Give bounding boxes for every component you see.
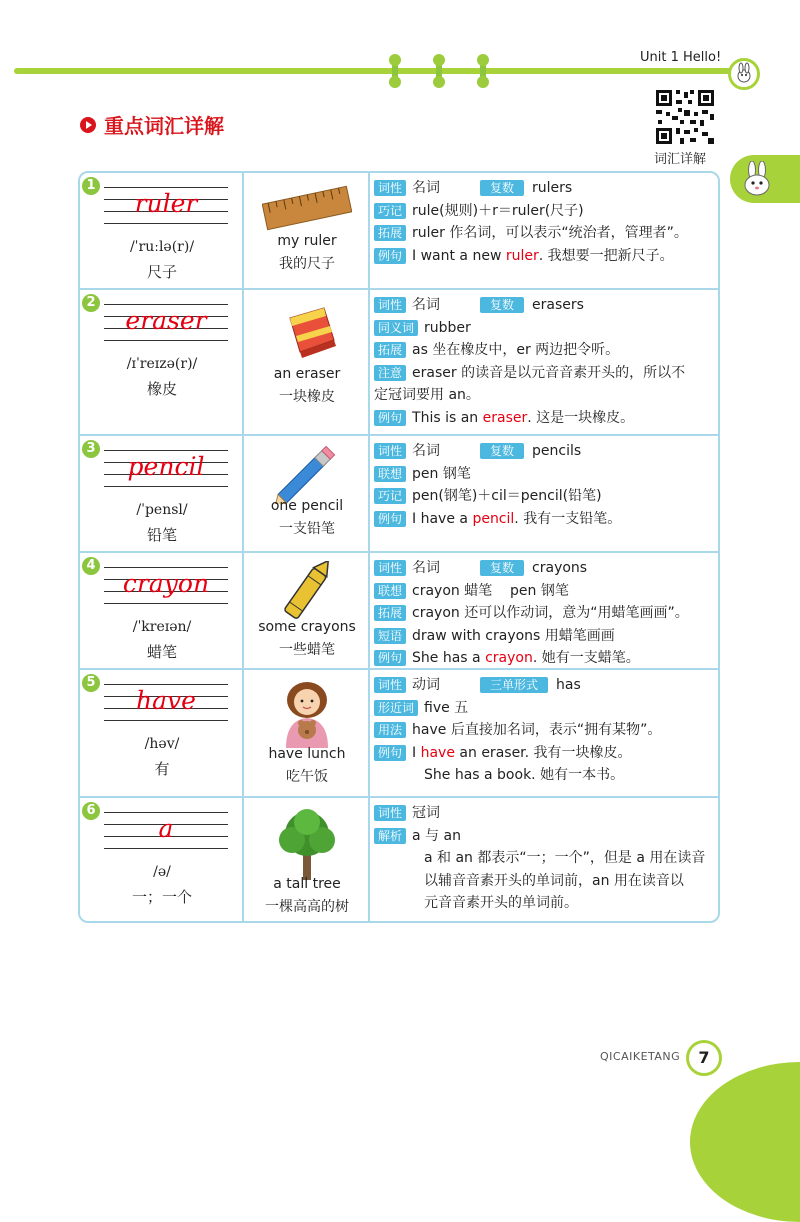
eraser-icon xyxy=(262,298,352,368)
detail-text: crayon 蜡笔 pen 钢笔 xyxy=(412,582,569,599)
example-highlight: have xyxy=(420,744,455,761)
detail-text: 以辅音音素开头的单词前，an 用在读音以 xyxy=(424,872,684,889)
phonetic: /ə/ xyxy=(153,864,171,880)
example-text: I have a xyxy=(412,510,473,527)
header-bar xyxy=(14,68,734,74)
caption-en: one pencil xyxy=(270,498,344,514)
detail-text: 名词 xyxy=(412,560,441,576)
detail-tag: 形近词 xyxy=(374,700,418,716)
bunny-icon xyxy=(740,161,774,197)
phonetic: /ɪˈreɪzə(r)/ xyxy=(126,356,198,372)
example-line xyxy=(374,407,718,430)
word-cell xyxy=(80,670,244,796)
caption-zh: 吃午饭 xyxy=(286,769,328,785)
detail-tag: 复数 xyxy=(480,443,524,459)
detail-text: 名词 xyxy=(412,297,441,313)
detail-tag: 用法 xyxy=(374,722,406,738)
vocab-word: pencil xyxy=(127,452,205,481)
detail-text: crayons xyxy=(532,560,588,576)
detail-cell xyxy=(370,553,718,668)
caption-zh: 一棵高高的树 xyxy=(265,899,349,915)
example-line xyxy=(374,245,718,268)
detail-line xyxy=(374,339,718,362)
caption-en: have lunch xyxy=(268,746,346,762)
binder-peg xyxy=(480,58,486,84)
detail-tag: 例句 xyxy=(374,650,406,666)
pencil-icon xyxy=(262,444,352,504)
caption-zh: 我的尺子 xyxy=(279,256,335,272)
detail-line xyxy=(374,697,718,720)
section-title xyxy=(80,110,224,139)
vocab-row xyxy=(80,173,718,290)
detail-cell xyxy=(370,670,718,796)
picture-cell xyxy=(244,670,370,796)
example-text: . 她有一支蜡笔。 xyxy=(532,650,640,666)
detail-tag: 巧记 xyxy=(374,203,406,219)
row-number: 6 xyxy=(82,802,100,820)
example-text: . 这是一块橡皮。 xyxy=(527,409,635,426)
detail-tag: 拓展 xyxy=(374,225,406,241)
detail-tag: 解析 xyxy=(374,828,406,844)
detail-line xyxy=(374,602,718,625)
example-highlight: crayon xyxy=(485,650,533,666)
detail-text: 名词 xyxy=(412,443,441,459)
detail-tag: 词性 xyxy=(374,805,406,821)
vocab-row xyxy=(80,436,718,553)
detail-line xyxy=(374,892,718,915)
vocab-word: ruler xyxy=(134,189,198,218)
detail-line xyxy=(374,625,718,648)
detail-tag: 词性 xyxy=(374,560,406,576)
detail-tag: 例句 xyxy=(374,410,406,426)
detail-line xyxy=(374,802,718,825)
meaning: 尺子 xyxy=(146,263,177,281)
detail-cell xyxy=(370,173,718,288)
detail-text: pen 钢笔 xyxy=(412,465,471,482)
example-highlight: ruler xyxy=(505,247,539,264)
vocab-row xyxy=(80,670,718,798)
caption-en: my ruler xyxy=(277,233,337,249)
vocab-word: eraser xyxy=(125,306,207,335)
detail-text: 动词 xyxy=(412,677,441,693)
vocab-word: a xyxy=(158,814,174,843)
detail-text: eraser 的读音是以元音音素开头的，所以不 xyxy=(412,364,686,381)
girl-with-teddy-icon xyxy=(262,678,352,748)
vocab-word: have xyxy=(136,686,196,715)
picture-cell xyxy=(244,290,370,434)
phonetic: /həv/ xyxy=(144,736,180,752)
detail-tag: 词性 xyxy=(374,180,406,196)
detail-tag: 同义词 xyxy=(374,320,418,336)
detail-line xyxy=(374,870,718,893)
row-number: 2 xyxy=(82,294,100,312)
detail-line xyxy=(374,557,718,580)
detail-line xyxy=(374,200,718,223)
detail-tag: 巧记 xyxy=(374,488,406,504)
meaning: 铅笔 xyxy=(146,526,177,544)
example-highlight: eraser xyxy=(482,409,528,426)
vocab-row xyxy=(80,798,718,923)
detail-text: crayon 还可以作动词，意为“用蜡笔画画”。 xyxy=(412,605,689,621)
detail-tag: 例句 xyxy=(374,248,406,264)
example-text: She has a xyxy=(412,650,486,666)
detail-text: draw with crayons 用蜡笔画画 xyxy=(412,627,615,644)
bunny-badge-icon xyxy=(728,58,760,90)
section-title-text: 重点词汇详解 xyxy=(104,114,224,138)
detail-tag: 词性 xyxy=(374,443,406,459)
detail-text: 定冠词要用 an。 xyxy=(374,387,480,403)
detail-text: pencils xyxy=(532,443,582,459)
tree-icon xyxy=(262,806,352,882)
example-line xyxy=(374,647,718,670)
phonetic: /ˈpensl/ xyxy=(136,502,188,518)
word-cell xyxy=(80,436,244,551)
picture-cell xyxy=(244,436,370,551)
detail-tag: 复数 xyxy=(480,297,524,313)
detail-text: rubber xyxy=(424,319,471,336)
caption-zh: 一些蜡笔 xyxy=(279,642,335,658)
detail-line xyxy=(374,580,718,603)
detail-cell xyxy=(370,798,718,923)
example-highlight: pencil xyxy=(472,510,515,527)
caption-en: a tall tree xyxy=(273,876,341,892)
example-line xyxy=(374,508,718,531)
example-text: This is an xyxy=(412,409,483,426)
play-icon xyxy=(80,117,96,133)
ruler-icon xyxy=(262,181,352,235)
detail-tag: 词性 xyxy=(374,677,406,693)
detail-tag: 例句 xyxy=(374,745,406,761)
detail-line xyxy=(374,362,718,385)
detail-line xyxy=(374,222,718,245)
detail-tag: 短语 xyxy=(374,628,406,644)
word-cell xyxy=(80,798,244,923)
phonetic: /ˈkreɪən/ xyxy=(132,619,192,635)
detail-line xyxy=(374,719,718,742)
detail-text: as 坐在橡皮中，er 两边把令听。 xyxy=(412,342,620,358)
detail-line xyxy=(374,847,718,870)
word-cell xyxy=(80,173,244,288)
detail-line xyxy=(374,485,718,508)
detail-cell xyxy=(370,290,718,434)
detail-text: rule(规则)＋r＝ruler(尺子) xyxy=(412,202,584,219)
detail-tag: 拓展 xyxy=(374,605,406,621)
row-number: 5 xyxy=(82,674,100,692)
detail-text: 元音音素开头的单词前。 xyxy=(424,895,578,911)
example-text: She has a book. 她有一本书。 xyxy=(424,767,625,783)
crayon-icon xyxy=(262,561,352,621)
unit-label: Unit 1 Hello! xyxy=(640,50,722,65)
detail-tag: 拓展 xyxy=(374,342,406,358)
side-tab xyxy=(730,155,800,203)
binder-peg xyxy=(392,58,398,84)
footer-decoration xyxy=(690,1062,800,1222)
detail-tag: 复数 xyxy=(480,180,524,196)
example-line xyxy=(374,742,718,765)
example-text: I xyxy=(412,744,421,761)
example-text: an eraser. 我有一块橡皮。 xyxy=(454,744,632,761)
meaning: 橡皮 xyxy=(146,380,177,398)
detail-text: pen(钢笔)＋cil＝pencil(铅笔) xyxy=(412,488,602,504)
page-number: 7 xyxy=(686,1040,722,1076)
detail-text: erasers xyxy=(532,297,584,313)
detail-text: 冠词 xyxy=(412,805,441,821)
word-cell xyxy=(80,290,244,434)
picture-cell xyxy=(244,173,370,288)
detail-text: has xyxy=(556,677,581,693)
qr-caption: 词汇详解 xyxy=(654,152,707,167)
caption-zh: 一块橡皮 xyxy=(279,389,335,405)
detail-text: have 后直接加名词，表示“拥有某物”。 xyxy=(412,722,662,738)
picture-cell xyxy=(244,798,370,923)
detail-line xyxy=(374,825,718,848)
detail-tag: 复数 xyxy=(480,560,524,576)
meaning: 蜡笔 xyxy=(146,643,177,661)
footer-brand: QICAIKETANG xyxy=(600,1050,681,1063)
detail-line xyxy=(374,384,718,407)
detail-text: a 与 an xyxy=(412,827,461,844)
detail-tag: 例句 xyxy=(374,511,406,527)
detail-tag: 注意 xyxy=(374,365,406,381)
vocab-table xyxy=(78,171,720,923)
example-text: I want a new xyxy=(412,247,506,264)
detail-tag: 联想 xyxy=(374,466,406,482)
detail-cell xyxy=(370,436,718,551)
word-cell xyxy=(80,553,244,668)
detail-text: a 和 an 都表示“一；一个”，但是 a 用在读音 xyxy=(424,850,706,866)
detail-text: rulers xyxy=(532,180,573,196)
detail-line xyxy=(374,177,718,200)
detail-line xyxy=(374,463,718,486)
detail-line xyxy=(374,317,718,340)
example-text: . 我想要一把新尺子。 xyxy=(538,247,674,264)
detail-line xyxy=(374,440,718,463)
detail-text: ruler 作名词，可以表示“统治者，管理者”。 xyxy=(412,225,688,241)
detail-text: five 五 xyxy=(424,699,469,716)
example-line xyxy=(374,764,718,787)
detail-line xyxy=(374,294,718,317)
example-text: . 我有一支铅笔。 xyxy=(514,510,622,527)
detail-tag: 三单形式 xyxy=(480,677,548,693)
row-number: 4 xyxy=(82,557,100,575)
detail-text: 名词 xyxy=(412,180,441,196)
row-number: 3 xyxy=(82,440,100,458)
meaning: 一；一个 xyxy=(131,888,192,906)
qr-code-icon[interactable] xyxy=(654,88,716,146)
caption-en: an eraser xyxy=(273,366,341,382)
detail-tag: 词性 xyxy=(374,297,406,313)
caption-en: some crayons xyxy=(258,619,356,635)
picture-cell xyxy=(244,553,370,668)
detail-line xyxy=(374,674,718,697)
binder-peg xyxy=(436,58,442,84)
caption-zh: 一支铅笔 xyxy=(279,521,335,537)
vocab-row xyxy=(80,290,718,436)
row-number: 1 xyxy=(82,177,100,195)
detail-tag: 联想 xyxy=(374,583,406,599)
vocab-row xyxy=(80,553,718,670)
meaning: 有 xyxy=(154,760,170,778)
phonetic: /ˈruːlə(r)/ xyxy=(129,239,195,255)
vocab-word: crayon xyxy=(122,569,210,598)
